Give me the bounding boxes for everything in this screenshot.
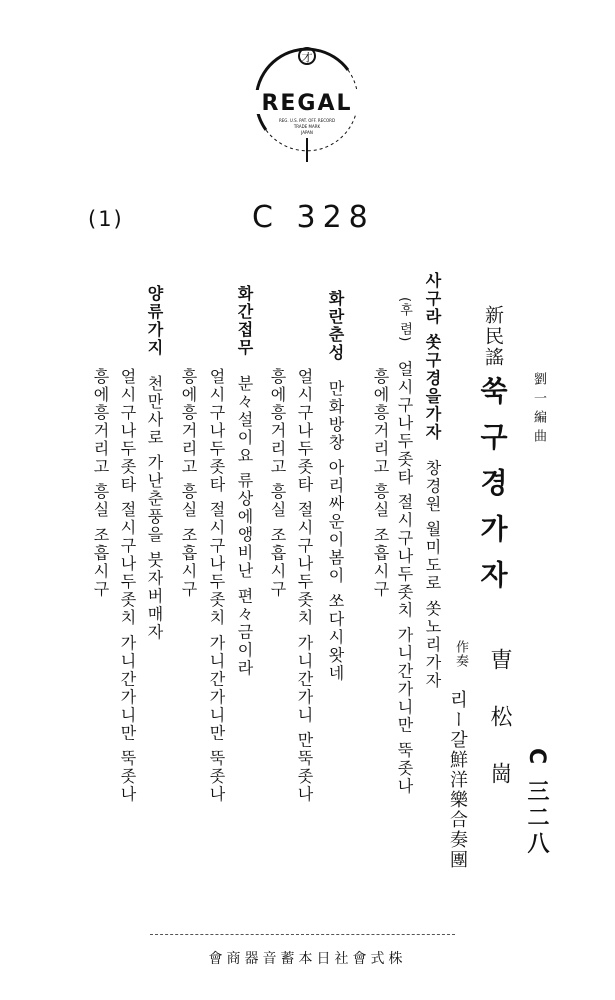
lyric-body: 천만사로 가난춘풍을 붓자버매자 <box>145 375 164 642</box>
lyric-body: 얼시구나두좃타 절시구나두좃치 가니간가니만 뚝좃나 <box>207 368 226 804</box>
lyric-head: 양류가지 <box>145 285 164 357</box>
lyric-col-10 <box>146 285 162 641</box>
lyric-body: 얼시구나두좃타 절시구나두좃치 가니간가니만 뚝좃나 <box>118 368 137 804</box>
label-arc-text: REG. U.S. PAT. OFF. RECORD <box>278 118 336 123</box>
catalog-number: C 328 <box>252 200 375 235</box>
lyric-body: 창경원 월미도로 쏫노리가자 <box>423 459 442 690</box>
lyric-body: 흥에흥거리고 흥실 조흡시구 <box>91 368 110 599</box>
lyric-head: 화란춘성 <box>326 290 345 362</box>
lyric-col-9 <box>180 368 196 598</box>
regal-record-logo <box>252 38 362 166</box>
label-small-line-1: TRADE MARK <box>293 124 321 129</box>
lyric-head: 사구라 쏫구경을가자 <box>423 272 442 442</box>
lyric-body: 얼시구나두좃타 절시구나두좃치 가니간가니만 뚝좃나 <box>395 360 414 796</box>
lyric-col-6 <box>269 368 285 598</box>
label-brand: REGAL <box>261 91 353 116</box>
lyric-col-11 <box>119 368 135 803</box>
lyric-col-1 <box>424 272 440 690</box>
genre-label: 新民謠 <box>482 305 504 368</box>
performer-label: 作奏 <box>453 640 468 668</box>
song-title: 쑥구경가자 <box>476 376 509 606</box>
label-glyph: 才 <box>301 51 313 64</box>
lyric-col-2 <box>396 297 412 796</box>
lyric-body: 흥에흥거리고 흥실 조흡시구 <box>268 368 287 599</box>
singer-name: 曺 松 崗 <box>487 648 512 798</box>
lyric-body: 분々설이요 류상에앵비난 편々금이라 <box>235 375 254 678</box>
lyric-body: 흥에흥거리고 흥실 조흡시구 <box>179 368 198 599</box>
performer-name: 리ー갈鮮洋樂合奏團 <box>447 690 468 870</box>
lyric-col-4 <box>327 290 343 682</box>
lyric-body: 얼시구나두좃타 절시구나두좃치 가니간가니 만뚝좃나 <box>295 368 314 804</box>
lyric-head: 화간접무 <box>235 285 254 357</box>
label-small-line-2: JAPAN <box>301 130 313 135</box>
lyric-col-12 <box>92 368 108 598</box>
page-number: (1) <box>88 207 124 231</box>
lyric-body: 흥에흥거리고 흥실 조흡시구 <box>371 368 390 599</box>
lyricist-prefix: 劉一編曲 <box>531 372 546 448</box>
publisher-footer: 會商器音蓄本日社會式株 <box>208 951 407 967</box>
lyric-col-3 <box>372 368 388 598</box>
footer-divider <box>150 934 455 935</box>
lyric-col-7 <box>236 285 252 677</box>
lyric-body: 만화방창 아리싸운이봄이 쏘다시왓네 <box>326 380 345 683</box>
lyric-col-8 <box>208 368 224 803</box>
lyric-col-5 <box>296 368 312 803</box>
right-catalog-number: C 三二八 <box>524 748 549 858</box>
lyric-head: (후 렴) <box>397 297 412 343</box>
